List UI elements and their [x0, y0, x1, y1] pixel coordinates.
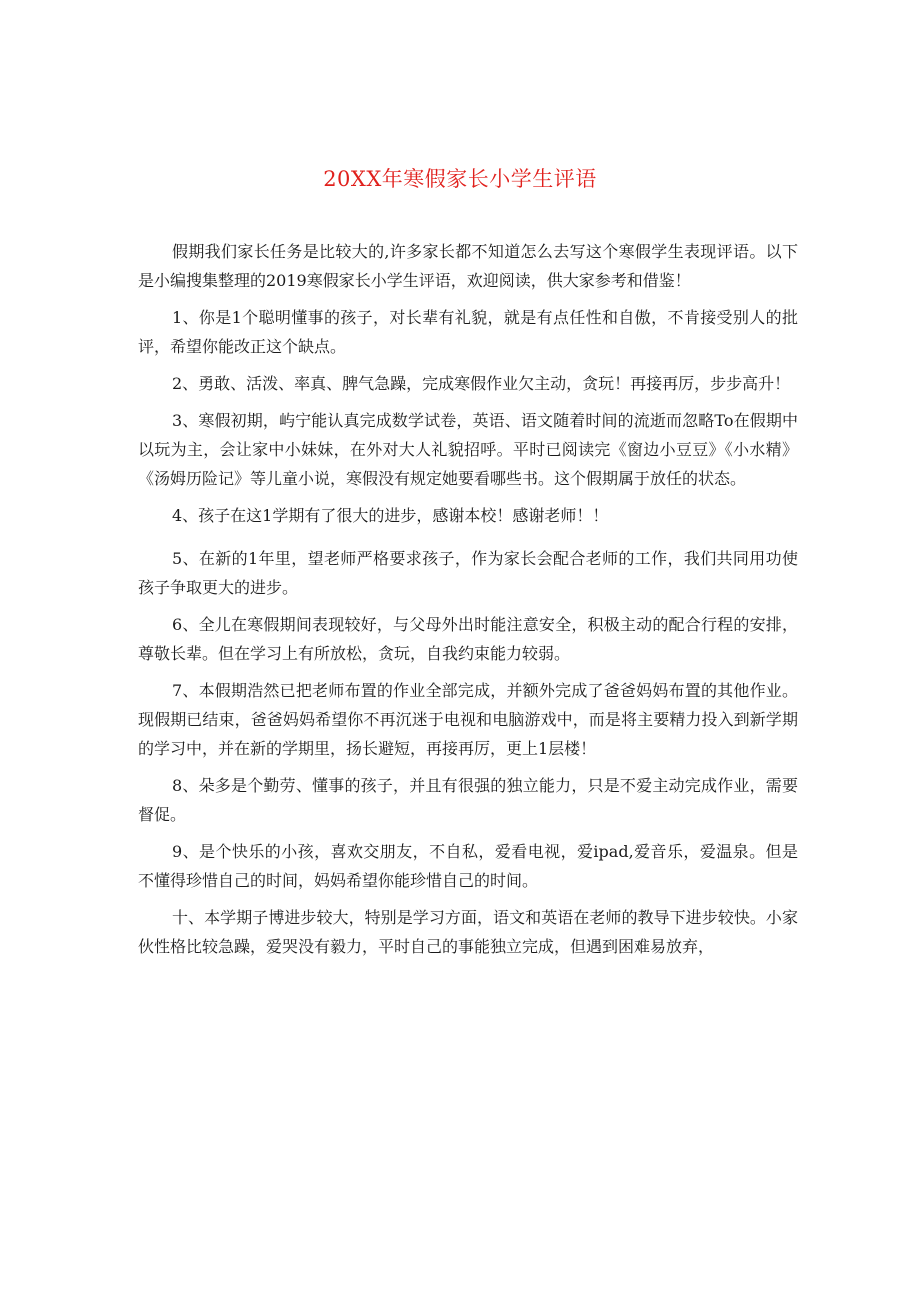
- paragraph-item-10: 十、本学期子博进步较大，特别是学习方面，语文和英语在老师的教导下进步较快。小家伙性格比较急躁，爱哭没有毅力，平时自己的事能独立完成，但遇到困难易放弃，: [138, 908, 798, 956]
- document-title: 20XX年寒假家长小学生评语: [323, 167, 597, 191]
- paragraph-intro: 假期我们家长任务是比较大的,许多家长都不知道怎么去写这个寒假学生表现评语。以下是小编搜集整理的2019寒假家长小学生评语，欢迎阅读，供大家参考和借鉴！: [138, 242, 798, 290]
- paragraph-item-8: 8、朵多是个勤劳、懂事的孩子，并且有很强的独立能力，只是不爱主动完成作业，需要督促。: [138, 776, 798, 824]
- paragraph-item-9: 9、是个快乐的小孩，喜欢交朋友，不自私，爱看电视，爱ipad,爱音乐，爱温泉。但是不懂得珍惜自己的时间，妈妈希望你能珍惜自己的时间。: [138, 842, 798, 890]
- paragraph-item-2: 2、勇敢、活泼、率真、脾气急躁，完成寒假作业欠主动，贪玩！再接再厉，步步高升！: [172, 374, 791, 393]
- paragraph-item-6: 6、全儿在寒假期间表现较好，与父母外出时能注意安全，积极主动的配合行程的安排，尊敬长辈。但在学习上有所放松，贪玩，自我约束能力较弱。: [138, 615, 798, 663]
- paragraph-item-5: 5、在新的1年里，望老师严格要求孩子，作为家长会配合老师的工作，我们共同用功使孩子争取更大的进步。: [138, 549, 798, 597]
- paragraph-item-3: 3、寒假初期，屿宁能认真完成数学试卷，英语、语文随着时间的流逝而忽略To在假期中以玩为主，会让家中小妹妹，在外对大人礼貌招呼。平时已阅读完《窗边小豆豆》《小水精》《汤姆历险记》等儿童小说，寒假没有规定她要看哪些书。这个假期属于放任的状态。: [138, 411, 798, 488]
- paragraph-item-1: 1、你是1个聪明懂事的孩子，对长辈有礼貌，就是有点任性和自傲，不肯接受别人的批评，希望你能改正这个缺点。: [138, 308, 798, 356]
- paragraph-item-7: 7、本假期浩然已把老师布置的作业全部完成，并额外完成了爸爸妈妈布置的其他作业。现假期已结束，爸爸妈妈希望你不再沉迷于电视和电脑游戏中，而是将主要精力投入到新学期的学习中，并在新的学期里，扬长避短，再接再厉，更上1层楼！: [138, 681, 798, 758]
- paragraph-item-4: 4、孩子在这1学期有了很大的进步，感谢本校！感谢老师！！: [172, 506, 609, 525]
- document-body: [138, 237, 798, 969]
